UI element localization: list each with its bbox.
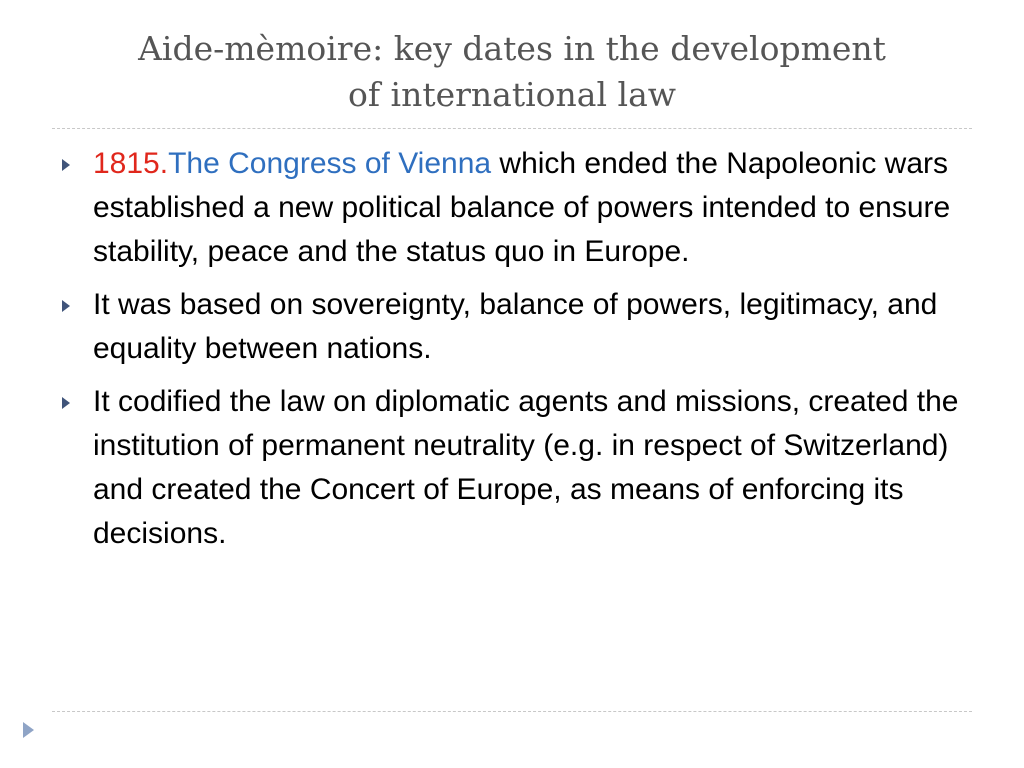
bullet-text-3: It codified the law on diplomatic agents and missions, created the institution of permanent neutrality (e.g. in respect of Switzerland) and created the Concert of Europe, as means of enforcing its decisions. [93, 385, 959, 550]
congress-of-vienna: The Congress of Vienna [168, 147, 492, 180]
bullet-item-3 [60, 380, 980, 556]
year-1815: 1815. [93, 147, 169, 180]
bullet-item-2 [60, 283, 980, 371]
slide-title-line-1: Aide-mèmoire: key dates in the development [138, 29, 886, 68]
bullet-list [60, 142, 980, 565]
triangle-nav-icon[interactable] [23, 722, 34, 738]
slide-title [40, 26, 984, 118]
triangle-bullet-icon [62, 397, 70, 409]
triangle-bullet-icon [62, 159, 70, 171]
triangle-bullet-icon [62, 300, 70, 312]
bullet-item-1 [60, 142, 980, 274]
bullet-text-2: It was based on sovereignty, balance of powers, legitimacy, and equality between nations. [93, 288, 938, 365]
top-divider [52, 128, 972, 129]
bullet-text-1: which ended the Napoleonic wars established a new political balance of powers intended to ensure stability, peace and the status quo in Europe. [93, 147, 951, 268]
bottom-divider [52, 711, 972, 712]
slide-title-line-2: of international law [347, 75, 676, 114]
